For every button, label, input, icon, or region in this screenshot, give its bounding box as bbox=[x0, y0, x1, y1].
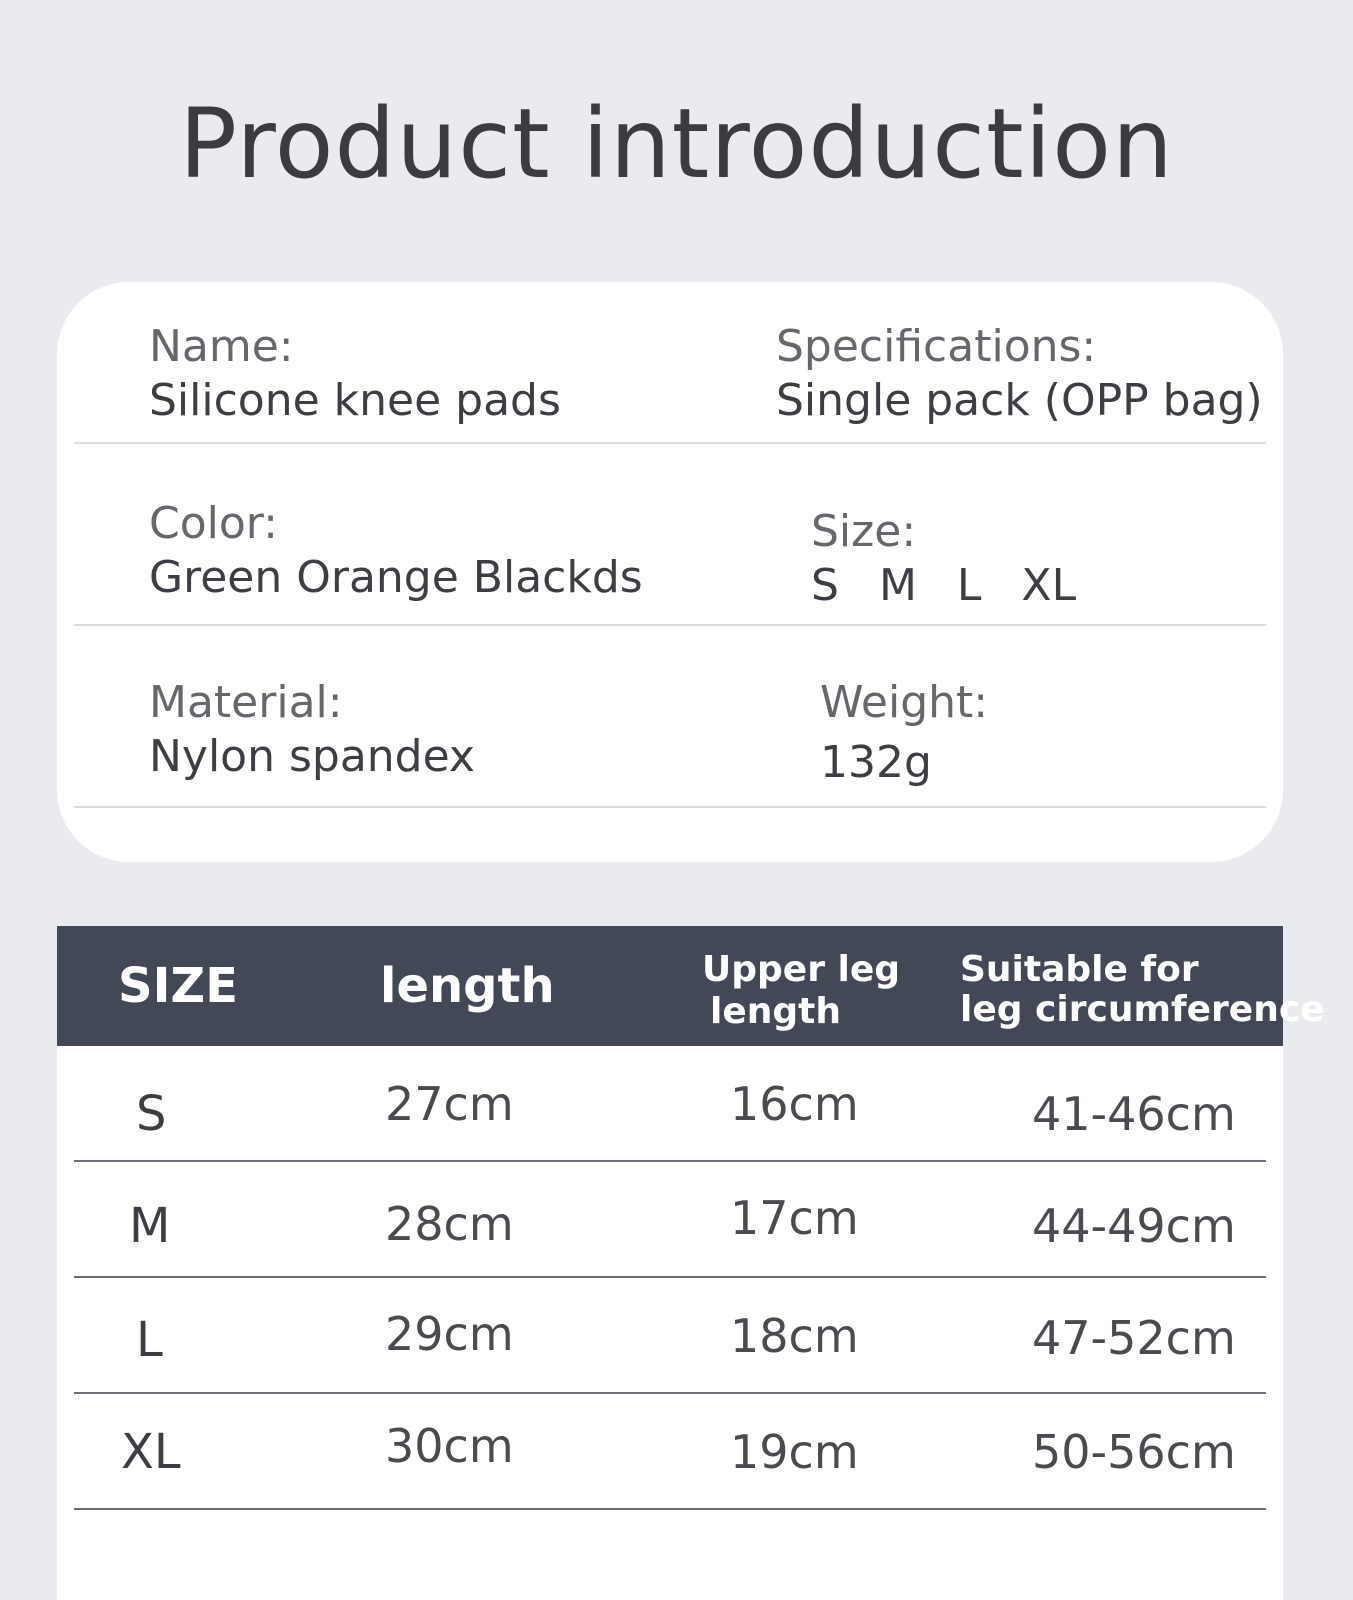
row-length: 27cm bbox=[385, 1077, 514, 1131]
name-value: Silicone knee pads bbox=[149, 375, 561, 426]
row-size: L bbox=[136, 1312, 163, 1368]
size-chart-header bbox=[57, 926, 1325, 1046]
table-row bbox=[74, 1394, 1266, 1510]
row-upper-leg: 16cm bbox=[730, 1077, 859, 1131]
size-option: S bbox=[811, 560, 839, 611]
product-info-card bbox=[57, 282, 1283, 862]
header-length: length bbox=[380, 958, 555, 1014]
size-option: L bbox=[956, 560, 982, 611]
weight-label: Weight: bbox=[820, 677, 989, 728]
row-size: M bbox=[129, 1198, 171, 1254]
size-option: M bbox=[878, 560, 917, 611]
material-value: Nylon spandex bbox=[149, 731, 475, 782]
row-upper-leg: 19cm bbox=[730, 1425, 859, 1479]
color-value: Green Orange Blackds bbox=[149, 552, 643, 603]
row-size: S bbox=[136, 1086, 167, 1142]
table-row bbox=[74, 1162, 1266, 1278]
row-length: 29cm bbox=[385, 1307, 514, 1361]
table-row bbox=[74, 1278, 1266, 1394]
color-label: Color: bbox=[149, 498, 278, 549]
row-circumference: 44-49cm bbox=[1032, 1199, 1236, 1253]
header-upper-leg-line1: Upper leg bbox=[702, 949, 900, 990]
row-circumference: 47-52cm bbox=[1032, 1311, 1236, 1365]
size-chart-table bbox=[57, 926, 1325, 1600]
header-circumference-line1: Suitable for bbox=[960, 949, 1199, 990]
row-size: XL bbox=[121, 1424, 181, 1480]
row-upper-leg: 18cm bbox=[730, 1309, 859, 1363]
row-circumference: 41-46cm bbox=[1032, 1087, 1236, 1141]
info-row-color-size bbox=[74, 442, 1266, 626]
info-row-name-spec bbox=[74, 282, 1266, 444]
header-upper-leg-line2: length bbox=[710, 991, 841, 1032]
row-circumference: 50-56cm bbox=[1032, 1425, 1236, 1479]
material-label: Material: bbox=[149, 677, 343, 728]
table-row bbox=[74, 1046, 1266, 1162]
weight-value: 132g bbox=[820, 737, 932, 788]
header-size: SIZE bbox=[118, 958, 239, 1014]
name-label: Name: bbox=[149, 321, 294, 372]
page-title: Product introduction bbox=[179, 88, 1174, 200]
info-row-material-weight bbox=[74, 624, 1266, 808]
row-length: 28cm bbox=[385, 1197, 514, 1251]
header-circumference-line2: leg circumference bbox=[960, 989, 1325, 1030]
size-label: Size: bbox=[811, 506, 917, 557]
row-upper-leg: 17cm bbox=[730, 1191, 859, 1245]
specifications-value: Single pack (OPP bag) bbox=[776, 375, 1263, 426]
size-option: XL bbox=[1021, 560, 1077, 611]
size-options bbox=[811, 559, 1116, 613]
row-length: 30cm bbox=[385, 1419, 514, 1473]
specifications-label: Specifications: bbox=[776, 321, 1097, 372]
